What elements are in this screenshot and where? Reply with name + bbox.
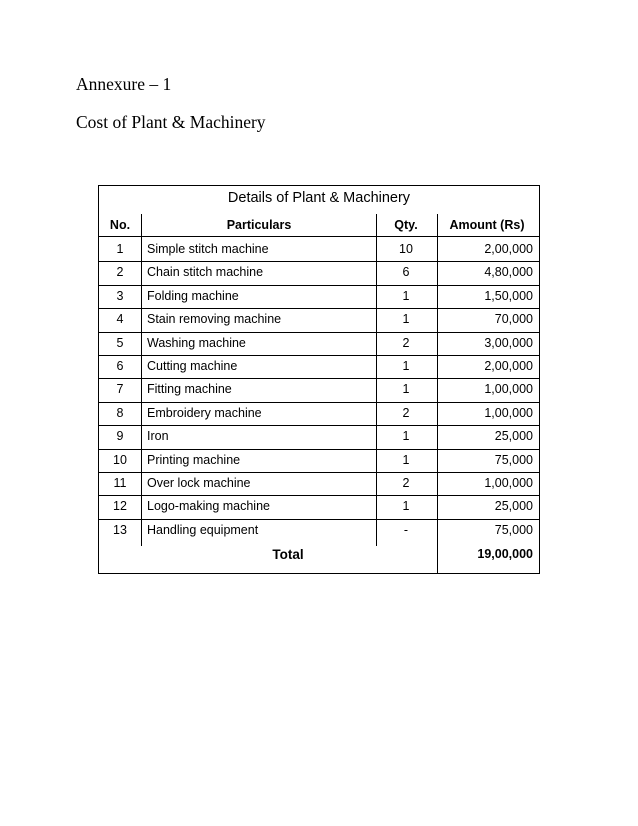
row-amount: 1,00,000	[484, 405, 533, 420]
row-qty: 2	[402, 476, 410, 490]
row-qty: 1	[402, 499, 410, 514]
annexure-heading: Annexure – 1	[76, 74, 172, 94]
row-qty: 2	[402, 405, 410, 420]
row-number: 3	[116, 288, 124, 303]
row-rule	[99, 308, 539, 309]
row-qty: 2	[402, 335, 410, 350]
row-qty: -	[403, 522, 409, 537]
row-particulars: Folding machine	[147, 288, 239, 303]
row-particulars: Stain removing machine	[147, 312, 282, 327]
row-amount: 75,000	[494, 522, 533, 537]
total-label: Total	[272, 547, 304, 562]
row-number: 13	[113, 522, 127, 537]
header-no: No.	[109, 218, 131, 232]
row-amount: 2,00,000	[484, 359, 533, 373]
row-rule	[99, 332, 539, 333]
row-amount: 1,00,000	[484, 382, 533, 397]
row-rule	[99, 449, 539, 450]
row-rule	[99, 519, 539, 520]
row-amount: 2,00,000	[484, 242, 533, 256]
row-amount: 1,50,000	[484, 288, 533, 303]
plant-machinery-table	[98, 185, 540, 574]
row-amount: 25,000	[494, 499, 533, 514]
row-particulars: Over lock machine	[147, 476, 251, 490]
row-qty: 1	[402, 288, 410, 303]
header-particulars: Particulars	[226, 218, 292, 232]
row-number: 5	[116, 335, 124, 350]
row-rule	[99, 402, 539, 403]
row-qty: 1	[402, 359, 410, 373]
row-rule	[99, 472, 539, 473]
row-number: 7	[116, 382, 124, 397]
row-particulars: Simple stitch machine	[147, 242, 269, 256]
row-amount: 75,000	[494, 452, 533, 467]
row-amount: 25,000	[494, 429, 533, 444]
row-number: 12	[113, 499, 127, 514]
total-amount: 19,00,000	[477, 547, 533, 561]
row-particulars: Logo-making machine	[147, 499, 270, 514]
row-amount: 1,00,000	[484, 476, 533, 490]
row-rule	[99, 425, 539, 426]
row-rule	[99, 285, 539, 286]
row-particulars: Washing machine	[147, 335, 246, 350]
page-title: Cost of Plant & Machinery	[76, 112, 266, 132]
row-rule	[99, 261, 539, 262]
column-divider	[437, 214, 438, 574]
row-particulars: Iron	[147, 429, 169, 444]
header-qty: Qty.	[394, 218, 418, 232]
row-amount: 3,00,000	[484, 335, 533, 350]
row-amount: 70,000	[494, 312, 533, 327]
row-number: 6	[116, 359, 124, 373]
row-number: 8	[116, 405, 124, 420]
table-caption: Details of Plant & Machinery	[227, 190, 411, 206]
row-amount: 4,80,000	[484, 265, 533, 280]
row-qty: 1	[402, 312, 410, 327]
row-number: 2	[116, 265, 124, 280]
row-number: 10	[113, 452, 127, 467]
row-particulars: Cutting machine	[147, 359, 238, 373]
row-particulars: Printing machine	[147, 452, 241, 467]
row-qty: 6	[402, 265, 410, 280]
row-number: 1	[116, 242, 124, 256]
row-number: 4	[116, 312, 124, 327]
row-qty: 1	[402, 429, 410, 444]
row-rule	[99, 355, 539, 356]
row-particulars: Handling equipment	[147, 522, 259, 537]
header-rule	[99, 236, 539, 237]
row-rule	[99, 495, 539, 496]
row-number: 11	[113, 476, 127, 490]
row-particulars: Fitting machine	[147, 382, 232, 397]
header-amount: Amount (Rs)	[449, 218, 525, 232]
row-particulars: Embroidery machine	[147, 405, 262, 420]
row-rule	[99, 378, 539, 379]
row-qty: 1	[402, 452, 410, 467]
row-number: 9	[116, 429, 124, 444]
row-particulars: Chain stitch machine	[147, 265, 264, 280]
row-qty: 10	[399, 242, 413, 256]
row-qty: 1	[402, 382, 410, 397]
